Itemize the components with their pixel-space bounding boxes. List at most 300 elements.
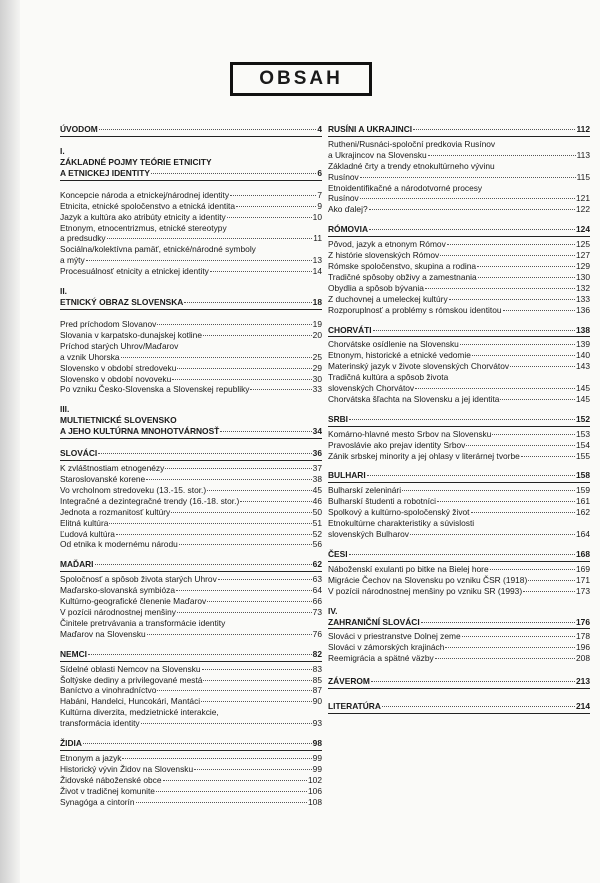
dot-leader [172, 379, 311, 380]
entry-text: Koncepcie národa a etnickej/národnej identity [60, 189, 230, 200]
toc-entry[interactable] [60, 244, 322, 255]
dot-leader [460, 344, 575, 345]
dot-leader [116, 534, 312, 535]
page-number: 133 [576, 293, 590, 304]
toc-entry[interactable] [328, 261, 590, 272]
toc-entry[interactable] [328, 485, 590, 496]
toc-entry[interactable] [328, 193, 590, 204]
dot-leader [98, 453, 311, 454]
entry-text: Zánik srbskej minority a jej ohlasy v literárnej tvorbe [328, 450, 520, 461]
page-number: 66 [312, 596, 322, 607]
dot-leader [435, 658, 575, 659]
page-number: 33 [312, 384, 322, 395]
dot-leader [349, 554, 575, 555]
entry-text: Rusínov [328, 171, 359, 182]
page-number: 51 [312, 517, 322, 528]
toc-entry[interactable] [60, 629, 322, 640]
page-number: 208 [576, 653, 590, 664]
page-number: 121 [576, 193, 590, 204]
page-number: 161 [576, 496, 590, 507]
toc-entry[interactable] [328, 183, 590, 194]
page-number: 62 [312, 559, 322, 570]
dot-leader [240, 501, 311, 502]
toc-section-zidia [60, 738, 322, 807]
dot-leader [165, 468, 311, 469]
toc-entry[interactable] [60, 607, 322, 618]
entry-text: Náboženskí exulanti po bitke na Bielej hore [328, 563, 489, 574]
toc-entry[interactable] [60, 233, 322, 244]
entry-text: Jednota a rozmanitosť kultúry [60, 506, 171, 517]
entry-text: Spoločnosť a spôsob života starých Uhrov [60, 574, 217, 585]
toc-part-4 [328, 606, 590, 665]
dot-leader [207, 490, 312, 491]
entry-text: SLOVÁCI [60, 448, 98, 459]
dot-leader [369, 229, 575, 230]
part-number: IV. [328, 605, 338, 616]
dot-leader [492, 434, 575, 435]
toc-part-1 [60, 146, 322, 277]
toc-entry[interactable] [60, 212, 322, 223]
page-number: 102 [308, 774, 322, 785]
page-number: 13 [312, 255, 322, 266]
toc-entry[interactable] [328, 653, 590, 664]
page-number: 173 [576, 585, 590, 596]
entry-text: Život v tradičnej komunite [60, 785, 155, 796]
dot-leader [250, 389, 311, 390]
entry-text: Etnonym, etnocentrizmus, etnické stereotypy [60, 222, 227, 233]
entry-text: Židovské náboženské obce [60, 774, 162, 785]
dot-leader [202, 669, 312, 670]
entry-text: Tradičná kultúra a spôsob života [328, 372, 449, 383]
entry-text: MAĎARI [60, 559, 94, 570]
toc-entry[interactable] [328, 642, 590, 653]
toc-entry[interactable] [60, 485, 322, 496]
entry-text: Rozporuplnosť a problémy s rómskou identitou [328, 304, 502, 315]
entry-text: Integračné a dezintegračné trendy (16.-18. stor.) [60, 495, 240, 506]
toc-entry-zaverom[interactable]: ZÁVEROM 213 [328, 676, 590, 689]
entry-text: RUSÍNI A UKRAJINCI [328, 124, 413, 134]
dot-leader [83, 743, 312, 744]
toc-entry[interactable] [60, 223, 322, 234]
page-number: 63 [312, 574, 322, 585]
entry-text: Ľudová kultúra [60, 528, 115, 539]
entry-text: Chorvátske osídlenie na Slovensku [328, 339, 459, 350]
toc-entry[interactable] [328, 586, 590, 597]
entry-text: Tradičné spôsoby obživy a zamestnania [328, 271, 477, 282]
entry-text: Príchod starých Uhrov/Maďarov [60, 340, 179, 351]
toc-entry[interactable] [60, 585, 322, 596]
toc-entry[interactable] [328, 250, 590, 261]
page-number: 36 [312, 448, 322, 459]
entry-text: Kultúrna diverzita, medzietnické interakcie, [60, 707, 219, 718]
page-number: 136 [576, 304, 590, 315]
toc-entry[interactable] [60, 496, 322, 507]
dot-leader [510, 366, 575, 367]
toc-entry[interactable] [60, 352, 322, 363]
toc-entry-uvodom[interactable]: ÚVODOM 4 [60, 124, 322, 137]
dot-leader [122, 758, 311, 759]
page-number: 143 [576, 361, 590, 372]
page-number: 93 [312, 718, 322, 729]
entry-text: Po vzniku Česko-Slovenska a Slovenskej republiky [60, 384, 250, 395]
page-number: 168 [576, 548, 590, 559]
page-number: 129 [576, 260, 590, 271]
dot-leader [440, 255, 575, 256]
entry-text: Reemigrácia a spätné väzby [328, 653, 434, 664]
entry-text: Základné črty a trendy etnokultúrneho vývinu [328, 160, 495, 171]
toc-entry[interactable] [328, 361, 590, 372]
toc-entry[interactable] [60, 664, 322, 675]
page-number: 139 [576, 339, 590, 350]
entry-text: Maďarsko-slovanská symbióza [60, 585, 175, 596]
page-number: 87 [312, 685, 322, 696]
dot-leader [472, 355, 575, 356]
entry-text: Materinský jazyk v živote slovenských Chorvátov [328, 361, 510, 372]
page-number: 106 [308, 785, 322, 796]
dot-leader [449, 299, 575, 300]
toc-section-slovaci [60, 448, 322, 550]
entry-text: Kultúrno-geografické členenie Maďarov [60, 596, 207, 607]
entry-text: RÓMOVIA [328, 224, 369, 235]
page-number: 20 [312, 329, 322, 340]
entry-text: Z duchovnej a umeleckej kultúry [328, 293, 448, 304]
toc-entry[interactable] [60, 363, 322, 374]
page-number: 108 [308, 796, 322, 807]
page-number: 130 [576, 271, 590, 282]
entry-text: Ako ďalej? [328, 204, 368, 215]
toc-entry[interactable] [328, 372, 590, 383]
entry-text: ČESI [328, 548, 348, 559]
entry-text: Vo vrcholnom stredoveku (13.-15. stor.) [60, 484, 207, 495]
toc-entry[interactable] [60, 319, 322, 330]
entry-text: a predsudky [60, 233, 106, 244]
page-number: 132 [576, 282, 590, 293]
part-number: II. [60, 286, 67, 297]
page-number: 127 [576, 250, 590, 261]
page-number: 99 [312, 763, 322, 774]
entry-text: Elitná kultúra [60, 517, 109, 528]
page-gutter-shadow [0, 0, 20, 883]
section-heading[interactable] [328, 414, 590, 427]
section-heading[interactable] [328, 124, 590, 137]
dot-leader [177, 612, 312, 613]
dot-leader [528, 580, 575, 581]
entry-text: Jazyk a kultúra ako atribúty etnicity a identity [60, 211, 226, 222]
page-number: 38 [312, 474, 322, 485]
dot-leader [179, 544, 312, 545]
dot-leader [207, 601, 311, 602]
entry-text: Pravoslávie ako prejav identity Srbov [328, 439, 466, 450]
toc-section-romovia [328, 224, 590, 315]
dot-leader [177, 368, 311, 369]
page-number: 145 [576, 383, 590, 394]
toc-left-column [60, 124, 322, 817]
dot-leader [203, 335, 312, 336]
dot-leader [521, 456, 575, 457]
dot-leader [402, 490, 575, 491]
dot-leader [477, 266, 575, 267]
toc-entry[interactable] [60, 463, 322, 474]
dot-leader [415, 388, 575, 389]
page-number: 158 [576, 470, 590, 481]
dot-leader [373, 330, 575, 331]
dot-leader [95, 564, 312, 565]
toc-entry[interactable] [60, 266, 322, 277]
toc-entry[interactable] [328, 440, 590, 451]
dot-leader [156, 791, 307, 792]
page-number: 10 [312, 211, 322, 222]
entry-text: Etnoidentifikačné a národotvorné procesy [328, 182, 483, 193]
page-title: OBSAH [230, 62, 372, 96]
page-number: 125 [576, 239, 590, 250]
toc-entry-part-2[interactable]: ETNICKÝ OBRAZ SLOVENSKA 18 [60, 297, 322, 310]
page-number: 196 [576, 642, 590, 653]
page-number: 154 [576, 439, 590, 450]
toc-right-column [328, 124, 590, 723]
entry-text: transformácia identity [60, 718, 140, 729]
page-number: 112 [576, 124, 590, 134]
toc-entry[interactable] [60, 341, 322, 352]
section-heading[interactable] [60, 738, 322, 751]
dot-leader [121, 357, 312, 358]
dot-leader [437, 501, 575, 502]
toc-entry[interactable] [328, 383, 590, 394]
dot-leader [369, 209, 575, 210]
dot-leader [462, 636, 575, 637]
entry-text: Procesuálnosť etnicity a etnickej identity [60, 266, 209, 277]
dot-leader [503, 310, 575, 311]
entry-text: Šoltýske dediny a privilegované mestá [60, 674, 203, 685]
toc-part-2 [60, 286, 322, 395]
toc-entry[interactable] [60, 255, 322, 266]
toc-entry[interactable] [328, 507, 590, 518]
section-heading[interactable] [328, 470, 590, 483]
toc-entry[interactable] [60, 574, 322, 585]
page-number: 14 [312, 266, 322, 277]
dot-leader [367, 475, 575, 476]
toc-entry[interactable] [328, 575, 590, 586]
toc-part-3 [60, 404, 322, 439]
dot-leader [471, 512, 576, 513]
toc-entry[interactable] [60, 201, 322, 212]
toc-entry[interactable] [328, 394, 590, 405]
toc-entry[interactable] [60, 675, 322, 686]
dot-leader [447, 244, 575, 245]
toc-entry[interactable] [328, 564, 590, 575]
toc-entry[interactable] [328, 529, 590, 540]
page-number: 64 [312, 585, 322, 596]
page-number: 46 [312, 495, 322, 506]
entry-text: Slovensko v období novoveku [60, 373, 172, 384]
toc-entry[interactable] [60, 696, 322, 707]
section-heading[interactable] [328, 224, 590, 237]
toc-entry[interactable] [328, 204, 590, 215]
dot-leader [147, 634, 312, 635]
toc-entry[interactable] [328, 161, 590, 172]
page-number: 9 [317, 200, 322, 211]
part-number: I. [60, 145, 65, 156]
part-number: III. [60, 404, 70, 415]
toc-entry[interactable] [328, 305, 590, 316]
toc-entry[interactable] [328, 429, 590, 440]
toc-entry[interactable] [328, 518, 590, 529]
entry-text: NEMCI [60, 648, 87, 659]
page-number: 29 [312, 362, 322, 373]
toc-entry[interactable] [328, 150, 590, 161]
toc-entry[interactable] [60, 618, 322, 629]
dot-leader [201, 701, 312, 702]
toc-entry[interactable] [328, 451, 590, 462]
toc-entry[interactable] [328, 631, 590, 642]
entry-text: a mýty [60, 255, 85, 266]
toc-section-rusini [328, 124, 590, 215]
toc-entry-part-3[interactable]: A JEHO KULTÚRNA MNOHOTVÁRNOSŤ 34 [60, 426, 322, 439]
dot-leader [360, 198, 575, 199]
dot-leader [445, 647, 575, 648]
entry-text: Obydlia a spôsob bývania [328, 282, 424, 293]
toc-section-cesi [328, 549, 590, 597]
section-heading[interactable] [60, 649, 322, 662]
dot-leader [227, 217, 312, 218]
page-number: 76 [312, 628, 322, 639]
toc-entry[interactable] [60, 518, 322, 529]
dot-leader [176, 590, 312, 591]
entry-text: slovenských Bulharov [328, 529, 409, 539]
toc-section-bulhari [328, 470, 590, 539]
dot-leader [141, 723, 312, 724]
dot-leader [157, 324, 311, 325]
part-heading-line: ZÁKLADNÉ POJMY TEÓRIE ETNICITY [60, 156, 212, 167]
dot-leader [425, 288, 575, 289]
page-number: 115 [576, 171, 590, 182]
dot-leader [88, 654, 312, 655]
entry-text: Komárno-hlavné mesto Srbov na Slovensku [328, 428, 492, 439]
toc-entry[interactable] [328, 350, 590, 361]
toc-entry[interactable] [60, 507, 322, 518]
entry-text: Habáni, Handelci, Huncokári, Mantáci [60, 696, 201, 707]
toc-entry[interactable] [328, 339, 590, 350]
dot-leader [109, 523, 311, 524]
entry-text: Slováci v zámorských krajinách [328, 642, 445, 653]
toc-entry[interactable] [60, 596, 322, 607]
entry-text: Etnokultúrne charakteristiky a súvislosti [328, 518, 475, 529]
section-heading[interactable] [60, 448, 322, 461]
toc-entry[interactable] [60, 374, 322, 385]
entry-text: Bulharskí zeleninári [328, 485, 402, 496]
toc-entry[interactable] [328, 294, 590, 305]
dot-leader [203, 680, 311, 681]
toc-entry[interactable] [60, 384, 322, 395]
toc-entry[interactable] [60, 529, 322, 540]
page-number: 169 [576, 563, 590, 574]
entry-text: Synagóga a cintorín [60, 796, 135, 807]
page-number: 140 [576, 350, 590, 361]
entry-text: a Ukrajincov na Slovensku [328, 149, 427, 160]
page-number: 45 [312, 484, 322, 495]
dot-leader [349, 419, 575, 420]
toc-entry[interactable] [60, 797, 322, 808]
page-number: 83 [312, 663, 322, 674]
entry-text: Etnonym, historické a etnické vedomie [328, 350, 471, 361]
dot-leader [171, 512, 311, 513]
toc-section-srbi [328, 414, 590, 462]
page-number: 171 [576, 574, 590, 585]
entry-text: Etnicita, etnické spoločenstvo a etnická identita [60, 200, 236, 211]
entry-text: Sociálna/kolektívna pamäť, etnické/národné symboly [60, 244, 256, 255]
toc-entry[interactable] [328, 496, 590, 507]
dot-leader [230, 195, 316, 196]
page-number: 73 [312, 607, 322, 617]
toc-entry[interactable] [328, 283, 590, 294]
dot-leader [163, 780, 308, 781]
dot-leader [218, 579, 312, 580]
entry-text: Chorvátska šľachta na Slovensku a jej identita [328, 393, 500, 404]
toc-entry[interactable] [328, 172, 590, 183]
toc-entry-part-1[interactable]: A ETNICKEJ IDENTITY 6 [60, 168, 322, 181]
entry-text: Migrácie Čechov na Slovensku po vzniku ČSR (1918) [328, 574, 528, 585]
toc-entry[interactable] [328, 272, 590, 283]
entry-text: Staroslovanské korene [60, 474, 146, 485]
entry-text: BULHARI [328, 470, 366, 481]
dot-leader [194, 769, 312, 770]
toc-entry[interactable] [60, 753, 322, 764]
page-number: 152 [576, 413, 590, 424]
page-number: 162 [576, 507, 590, 518]
dot-leader [210, 271, 312, 272]
dot-leader [466, 445, 575, 446]
dot-leader [478, 277, 575, 278]
toc-entry[interactable] [60, 775, 322, 786]
dot-leader [360, 177, 576, 178]
page-number: 82 [312, 648, 322, 659]
toc-entry[interactable] [60, 190, 322, 201]
toc-entry[interactable] [60, 718, 322, 729]
toc-entry[interactable] [60, 330, 322, 341]
page-number: 178 [576, 631, 590, 642]
page-number: 138 [576, 324, 590, 335]
page-number: 25 [312, 351, 322, 362]
section-heading[interactable] [328, 549, 590, 562]
toc-entry[interactable] [60, 685, 322, 696]
toc-entry-literatura[interactable]: LITERATÚRA 214 [328, 701, 590, 714]
section-heading[interactable] [60, 559, 322, 572]
page-number: 99 [312, 752, 322, 763]
toc-entry[interactable] [328, 239, 590, 250]
entry-text: Sídelné oblasti Nemcov na Slovensku [60, 663, 201, 674]
toc-entry[interactable] [60, 474, 322, 485]
page-number: 56 [312, 539, 322, 550]
toc-entry[interactable] [328, 139, 590, 150]
toc-entry[interactable] [60, 764, 322, 775]
toc-entry[interactable] [60, 786, 322, 797]
page-number: 85 [312, 674, 322, 685]
toc-entry[interactable] [60, 539, 322, 550]
page-number: 50 [312, 506, 322, 517]
entry-text: Rutheni/Rusnáci-spoloční predkovia Rusínov [328, 138, 496, 149]
page-number: 155 [576, 450, 590, 461]
page-number: 98 [312, 738, 322, 749]
page-number: 52 [312, 528, 322, 539]
dot-leader [413, 129, 575, 130]
dot-leader [523, 591, 575, 592]
section-heading[interactable] [328, 325, 590, 338]
page-number: 145 [576, 393, 590, 404]
dot-leader [146, 479, 311, 480]
toc-entry[interactable] [60, 707, 322, 718]
entry-text: CHORVÁTI [328, 324, 372, 335]
entry-text: Bulharskí študenti a robotníci [328, 496, 437, 507]
toc-entry-part-4[interactable]: ZAHRANIČNÍ SLOVÁCI 176 [328, 617, 590, 630]
